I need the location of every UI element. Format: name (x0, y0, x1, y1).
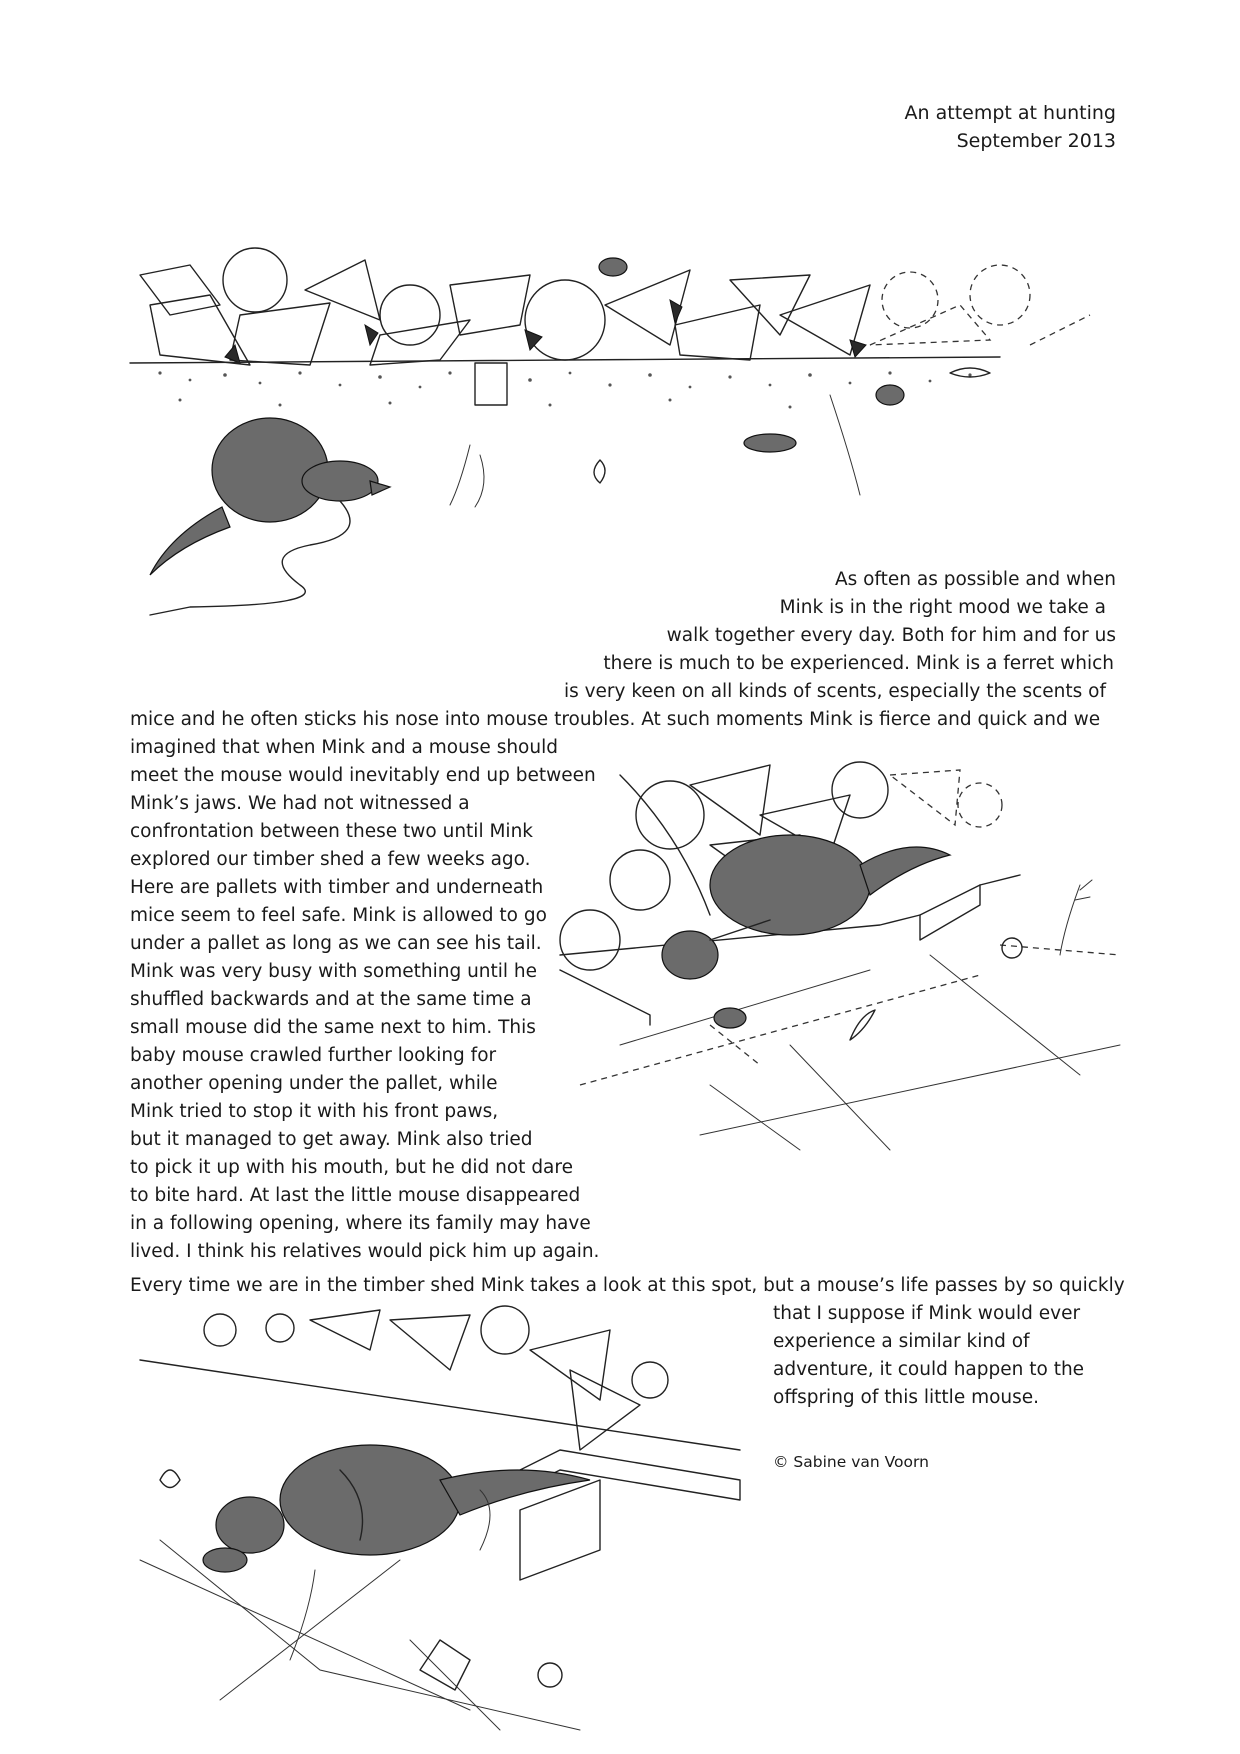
story-line-17: small mouse did the same next to him. This (130, 1017, 536, 1038)
story-line-21: but it managed to get away. Mink also tried (130, 1129, 533, 1150)
story-line-20: Mink tried to stop it with his front paws, (130, 1101, 499, 1122)
story-line-12: Here are pallets with timber and underneath (130, 877, 544, 898)
copyright-notice: © Sabine van Voorn (773, 1453, 929, 1471)
story-line-25: lived. I think his relatives would pick him up again. (130, 1241, 600, 1262)
story-line-19: another opening under the pallet, while (130, 1073, 498, 1094)
story-line-13: mice seem to feel safe. Mink is allowed to go (130, 905, 547, 926)
story-line-3: walk together every day. Both for him and for us (666, 625, 1116, 646)
illustration-ferret-with-mouse (140, 1310, 760, 1730)
story-line-27: that I suppose if Mink would ever (773, 1303, 1081, 1324)
story-line-10: confrontation between these two until Mink (130, 821, 534, 842)
story-line-4: there is much to be experienced. Mink is a ferret which (603, 653, 1114, 674)
story-line-8: meet the mouse would inevitably end up between (130, 765, 596, 786)
story-line-26: Every time we are in the timber shed Mink takes a look at this spot, but a mouse’s life passes by so quickly (130, 1275, 1125, 1296)
story-line-2: Mink is in the right mood we take a (779, 597, 1106, 618)
story-line-15: Mink was very busy with something until he (130, 961, 538, 982)
story-line-18: baby mouse crawled further looking for (130, 1045, 497, 1066)
story-line-9: Mink’s jaws. We had not witnessed a (130, 793, 470, 814)
story-line-29: adventure, it could happen to the (773, 1359, 1085, 1380)
page-header (905, 99, 1116, 155)
story-line-7: imagined that when Mink and a mouse should (130, 737, 558, 758)
story-line-14: under a pallet as long as we can see his tail. (130, 933, 542, 954)
story-line-5: is very keen on all kinds of scents, especially the scents of (563, 681, 1106, 702)
story-line-6: mice and he often sticks his nose into mouse troubles. At such moments Mink is fierce and quick and we (130, 709, 1101, 730)
story-line-23: to bite hard. At last the little mouse disappeared (130, 1185, 581, 1206)
story-line-16: shuffled backwards and at the same time a (130, 989, 532, 1010)
story-line-24: in a following opening, where its family may have (130, 1213, 591, 1234)
story-date: September 2013 (956, 130, 1116, 152)
story-line-30: offspring of this little mouse. (773, 1387, 1040, 1408)
illustration-ferret-under-pallet (560, 755, 1140, 1150)
story-line-28: experience a similar kind of (773, 1331, 1030, 1352)
story-line-22: to pick it up with his mouth, but he did not dare (130, 1157, 573, 1178)
story-line-11: explored our timber shed a few weeks ago. (130, 849, 531, 870)
story-title: An attempt at hunting (904, 102, 1116, 124)
story-line-1: As often as possible and when (834, 569, 1116, 590)
